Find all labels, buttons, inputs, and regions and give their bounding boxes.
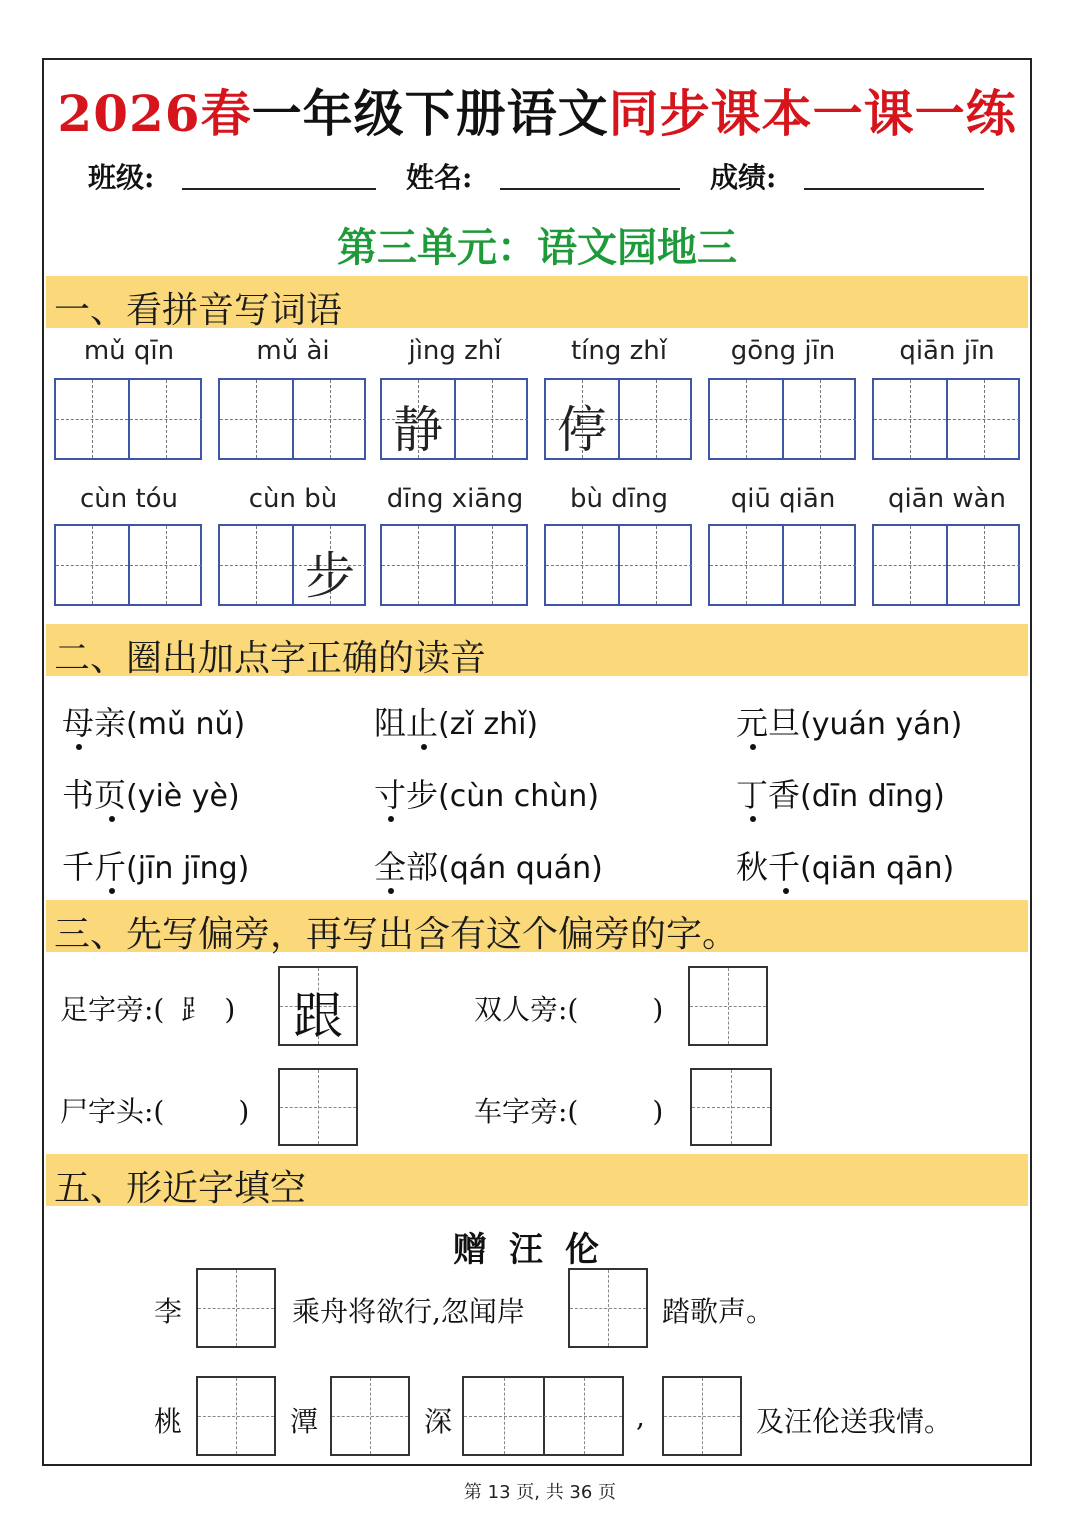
poem-text: 深	[424, 1405, 453, 1438]
writing-box[interactable]	[708, 524, 856, 606]
reading-word: 阻止	[374, 704, 439, 742]
poem-text: 李	[154, 1295, 183, 1328]
reading-word: 书页	[62, 776, 127, 814]
tianzige-cell[interactable]	[618, 380, 692, 458]
writing-box[interactable]	[872, 524, 1020, 606]
tianzige-cell[interactable]	[56, 380, 128, 458]
poem-text: 桃	[154, 1405, 183, 1438]
section1-header	[46, 276, 1028, 331]
tianzige-cell[interactable]	[546, 380, 618, 458]
reading-options[interactable]: (mǔ nǔ)	[126, 707, 246, 742]
radical-answer-1[interactable]: ⻊	[180, 993, 209, 1026]
writing-box[interactable]	[872, 378, 1020, 460]
poem-text: 潭	[290, 1405, 319, 1438]
radical-item-4: 车字旁:( )	[474, 1095, 664, 1128]
name-field[interactable]	[500, 188, 680, 190]
blank-box[interactable]	[330, 1376, 410, 1456]
blank-box[interactable]	[196, 1376, 276, 1456]
pinyin-label: qiān wàn	[887, 484, 1007, 514]
tianzige-cell[interactable]	[710, 526, 782, 604]
pinyin-label: qiān jīn	[899, 336, 995, 366]
reading-word: 母亲	[62, 704, 127, 742]
tianzige-cell[interactable]	[874, 526, 946, 604]
reading-item	[736, 842, 954, 888]
reading-item	[736, 698, 962, 744]
page-footer: 第 13 页, 共 36 页	[463, 1482, 617, 1503]
filled-char: 静	[393, 401, 443, 459]
pinyin-label: cùn tóu	[79, 484, 179, 514]
pinyin-label: gōng jīn	[730, 336, 836, 366]
section3-header	[46, 900, 1028, 955]
tianzige-cell[interactable]	[220, 526, 292, 604]
filled-char: 步	[305, 547, 355, 605]
writing-box[interactable]	[544, 524, 692, 606]
tianzige-cell[interactable]	[454, 380, 528, 458]
filled-char: 停	[557, 401, 607, 459]
emphasis-dot	[750, 816, 756, 822]
section3-title: 三、先写偏旁，再写出含有这个偏旁的字。	[54, 914, 739, 955]
score-label: 成绩:	[710, 161, 777, 194]
emphasis-dot	[750, 744, 756, 750]
reading-options[interactable]: (yuán yán)	[800, 707, 963, 742]
poem-text: 踏歌声。	[662, 1295, 775, 1328]
poem-title: 赠汪伦	[453, 1230, 621, 1270]
tianzige-cell[interactable]	[618, 526, 692, 604]
emphasis-dot	[783, 888, 789, 894]
emphasis-dot	[388, 888, 394, 894]
pinyin-label: bù dīng	[570, 484, 668, 514]
name-label: 姓名:	[406, 161, 473, 194]
tianzige-cell[interactable]	[946, 526, 1020, 604]
writing-box[interactable]	[708, 378, 856, 460]
reading-item	[62, 842, 249, 888]
char-box-3[interactable]	[278, 1068, 358, 1146]
char-box-1[interactable]: 跟	[278, 966, 358, 1046]
reading-item	[374, 842, 603, 888]
section2-title: 二、圈出加点字正确的读音	[54, 638, 487, 679]
reading-word: 秋千	[736, 848, 801, 886]
writing-box[interactable]	[218, 524, 366, 606]
blank-box-double[interactable]	[462, 1376, 624, 1456]
pinyin-label: qiū qiān	[730, 484, 836, 514]
emphasis-dot	[109, 888, 115, 894]
section5-title: 五、形近字填空	[54, 1168, 307, 1209]
reading-options[interactable]: (qán quán)	[438, 851, 603, 886]
emphasis-dot	[109, 816, 115, 822]
writing-box[interactable]	[380, 524, 528, 606]
tianzige-cell[interactable]	[220, 380, 292, 458]
worksheet	[42, 58, 1032, 1466]
reading-item	[62, 698, 245, 744]
writing-box[interactable]	[218, 378, 366, 460]
score-field[interactable]	[804, 188, 984, 190]
reading-item	[62, 770, 240, 816]
pinyin-label: tíng zhǐ	[570, 336, 667, 366]
tianzige-cell[interactable]	[782, 380, 856, 458]
writing-box[interactable]	[54, 378, 202, 460]
section2-header	[46, 624, 1028, 679]
section1-title: 一、看拼音写词语	[54, 290, 343, 331]
emphasis-dot	[421, 744, 427, 750]
char-box-2[interactable]	[688, 966, 768, 1046]
blank-box[interactable]	[568, 1268, 648, 1348]
reading-word: 寸步	[374, 776, 439, 814]
tianzige-cell[interactable]	[874, 380, 946, 458]
pinyin-label: jìng zhǐ	[408, 336, 502, 366]
class-label: 班级:	[88, 161, 155, 194]
reading-item	[736, 770, 945, 816]
emphasis-dot	[76, 744, 82, 750]
reading-word: 元旦	[736, 704, 801, 742]
tianzige-cell[interactable]	[292, 380, 366, 458]
tianzige-cell[interactable]	[292, 526, 366, 604]
pinyin-label: dīng xiāng	[386, 484, 524, 514]
reading-item	[374, 698, 538, 744]
radical-item-3: 尸字头:( )	[60, 1095, 250, 1128]
pinyin-label: mǔ ài	[256, 336, 330, 366]
reading-word: 千斤	[62, 848, 127, 886]
writing-box[interactable]	[54, 524, 202, 606]
section5-header	[46, 1154, 1028, 1209]
poem-text: 乘舟将欲行,忽闻岸	[292, 1295, 525, 1328]
reading-options[interactable]: (dīn dīng)	[800, 779, 945, 814]
reading-word: 丁香	[736, 776, 801, 814]
tianzige-cell[interactable]	[454, 526, 528, 604]
pinyin-label: mǔ qīn	[83, 336, 175, 366]
reading-word: 全部	[374, 848, 439, 886]
emphasis-dot	[388, 816, 394, 822]
radical-item-1: 足字旁:( ⻊ )	[60, 988, 235, 1028]
reading-options[interactable]: (cùn chùn)	[438, 779, 600, 814]
tianzige-cell[interactable]	[128, 526, 202, 604]
tianzige-cell[interactable]	[56, 526, 128, 604]
writing-box[interactable]	[544, 378, 692, 460]
char-box-4[interactable]	[690, 1068, 772, 1146]
poem-text: ,	[636, 1400, 645, 1433]
radical-item-2: 双人旁:( )	[474, 993, 664, 1026]
pinyin-label: cùn bù	[248, 484, 338, 514]
reading-options[interactable]: (qiān qān)	[800, 851, 955, 886]
tianzige-cell[interactable]	[382, 380, 454, 458]
tianzige-cell[interactable]	[546, 526, 618, 604]
tianzige-cell[interactable]	[782, 526, 856, 604]
blank-box[interactable]	[196, 1268, 276, 1348]
tianzige-cell[interactable]	[128, 380, 202, 458]
tianzige-cell[interactable]	[710, 380, 782, 458]
reading-item	[374, 770, 599, 816]
unit-title: 第三单元：语文园地三	[337, 224, 737, 271]
reading-options[interactable]: (jīn jīng)	[126, 851, 250, 886]
poem-text: 及汪伦送我情。	[756, 1405, 953, 1438]
writing-box[interactable]	[380, 378, 528, 460]
tianzige-cell[interactable]	[382, 526, 454, 604]
reading-options[interactable]: (zǐ zhǐ)	[438, 707, 539, 742]
tianzige-cell[interactable]	[946, 380, 1020, 458]
reading-options[interactable]: (yiè yè)	[126, 779, 240, 814]
page-title: 2026春一年级下册语文同步课本一课一练	[57, 84, 1017, 143]
blank-box[interactable]	[662, 1376, 742, 1456]
class-field[interactable]	[182, 188, 376, 190]
